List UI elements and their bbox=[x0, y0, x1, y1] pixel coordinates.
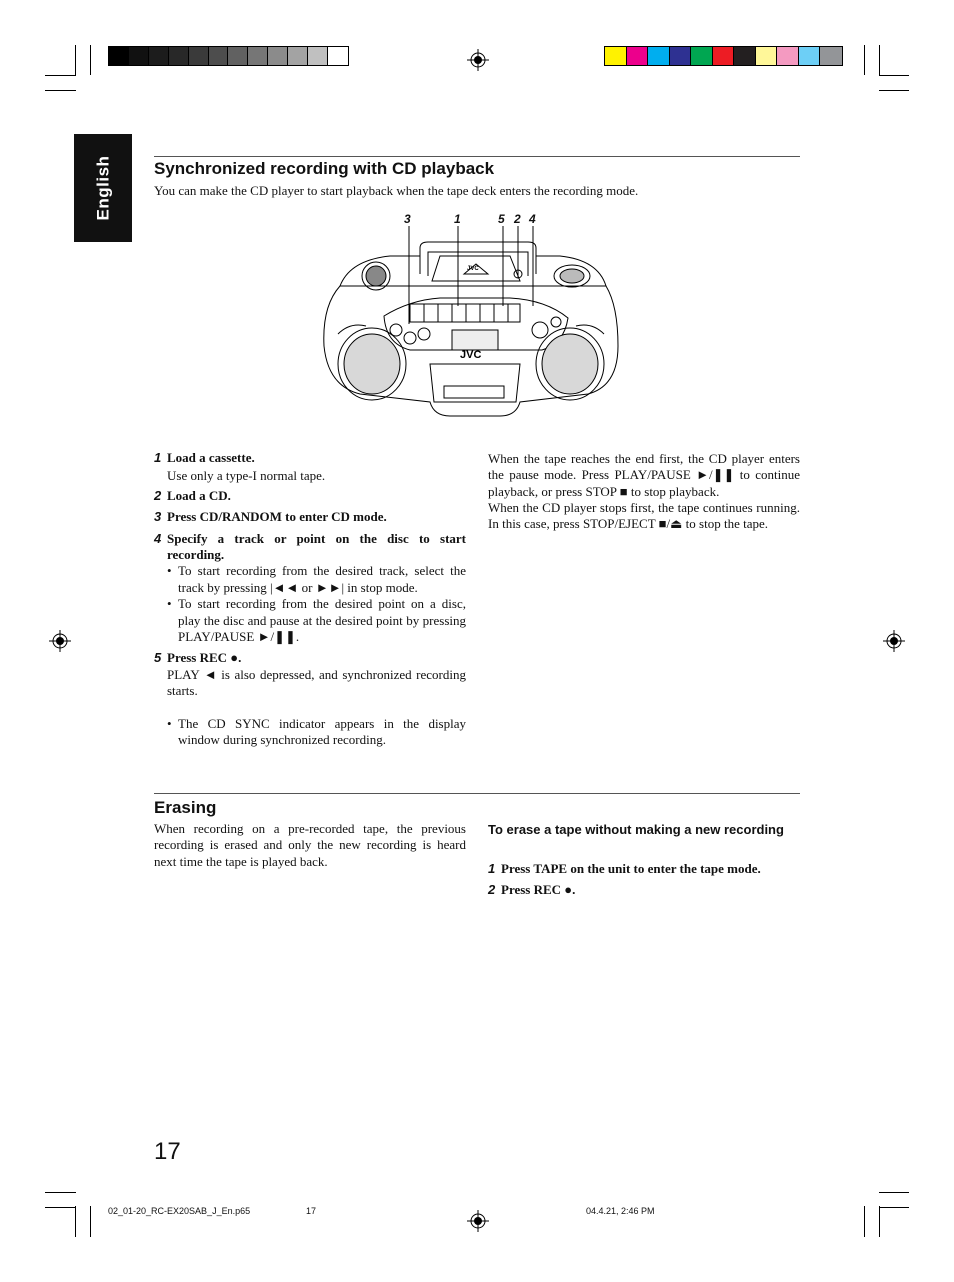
registration-mark-icon bbox=[467, 49, 489, 71]
calibration-patch bbox=[169, 47, 189, 65]
calibration-patch bbox=[288, 47, 308, 65]
calibration-patch bbox=[627, 47, 649, 65]
step-bullet: • The CD SYNC indicator appears in the display window during synchronized recording. bbox=[167, 715, 466, 748]
calibration-patch bbox=[109, 47, 129, 65]
sync-steps-column bbox=[154, 450, 466, 749]
calibration-patch bbox=[670, 47, 692, 65]
calibration-patch bbox=[129, 47, 149, 65]
boombox-drawing bbox=[320, 226, 620, 426]
step-item: 3 Press CD/RANDOM to enter CD mode. bbox=[154, 509, 387, 525]
section-title-erasing: Erasing bbox=[154, 798, 217, 817]
boombox-brand: JVC bbox=[460, 349, 482, 361]
step-item: 2 Load a CD. bbox=[154, 487, 231, 503]
calibration-patch bbox=[820, 47, 842, 65]
calibration-patch bbox=[777, 47, 799, 65]
page-number: 17 bbox=[154, 1138, 181, 1165]
registration-mark-icon bbox=[49, 630, 71, 652]
calibration-patch bbox=[149, 47, 169, 65]
language-tab-label: English bbox=[93, 155, 112, 221]
section-title-sync: Synchronized recording with CD playback bbox=[154, 159, 495, 178]
footer-timestamp: 04.4.21, 2:46 PM bbox=[586, 1206, 655, 1216]
calibration-patch bbox=[308, 47, 328, 65]
erasing-sub-title: To erase a tape without making a new recording bbox=[488, 822, 784, 837]
calibration-patch bbox=[756, 47, 778, 65]
step-bullet: • To start recording from the desired point on a disc, play the disc and pause at the desired point by pressing PLAY/PAUSE ►/❚❚. bbox=[167, 596, 466, 645]
erasing-steps bbox=[488, 861, 800, 899]
step-item: 5 Press REC ●. bbox=[154, 650, 242, 666]
sync-right-para-2: When the CD player stops first, the tape continues running. In this case, press STOP/EJECT ■/⏏ to stop the tape. bbox=[488, 500, 800, 532]
calibration-patch bbox=[799, 47, 821, 65]
callout-label: 5 bbox=[498, 212, 505, 226]
erasing-para: When recording on a pre-recorded tape, the previous recording is erased and only the new recording is heard next time the tape is played back. bbox=[154, 821, 466, 869]
gray-calibration-strip bbox=[108, 46, 349, 66]
color-calibration-strip bbox=[604, 46, 843, 66]
calibration-patch bbox=[734, 47, 756, 65]
calibration-patch bbox=[691, 47, 713, 65]
sync-intro: You can make the CD player to start playback when the tape deck enters the recording mode. bbox=[154, 183, 639, 198]
step-item: 1 Press TAPE on the unit to enter the tape mode. bbox=[488, 861, 761, 876]
registration-mark-icon bbox=[467, 1210, 489, 1232]
boombox-illustration bbox=[320, 210, 620, 425]
calibration-patch bbox=[605, 47, 627, 65]
boombox-brand-small: JVC bbox=[467, 266, 479, 272]
step-item: 1 Load a cassette. bbox=[154, 450, 255, 465]
callout-label: 4 bbox=[529, 212, 536, 226]
registration-mark-icon bbox=[883, 630, 905, 652]
section-rule bbox=[154, 793, 800, 794]
step-detail: PLAY ◄ is also depressed, and synchronized recording starts. bbox=[167, 666, 466, 699]
calibration-patch bbox=[648, 47, 670, 65]
callout-label: 2 bbox=[514, 212, 521, 226]
calibration-patch bbox=[268, 47, 288, 65]
calibration-patch bbox=[228, 47, 248, 65]
calibration-patch bbox=[209, 47, 229, 65]
sync-right-para-1: When the tape reaches the end first, the CD player enters the pause mode. Press PLAY/PAUSE ►/❚❚ to continue playback, or press STOP ■ to stop playback. bbox=[488, 451, 800, 499]
language-tab bbox=[74, 134, 132, 242]
step-item: 4 Specify a track or point on the disc to start recording. bbox=[154, 530, 466, 563]
footer-file: 02_01-20_RC-EX20SAB_J_En.p65 bbox=[108, 1206, 251, 1216]
callout-label: 1 bbox=[454, 212, 461, 226]
calibration-patch bbox=[328, 47, 348, 65]
step-detail: Use only a type-I normal tape. bbox=[167, 468, 326, 484]
step-item: 2 Press REC ●. bbox=[488, 882, 576, 898]
step-bullet: • To start recording from the desired track, select the track by pressing |◄◄ or ►►| in stop mode. bbox=[167, 563, 466, 595]
calibration-patch bbox=[189, 47, 209, 65]
footer-page: 17 bbox=[306, 1206, 317, 1216]
calibration-patch bbox=[248, 47, 268, 65]
section-rule bbox=[154, 156, 800, 157]
calibration-patch bbox=[713, 47, 735, 65]
callout-label: 3 bbox=[404, 212, 411, 226]
